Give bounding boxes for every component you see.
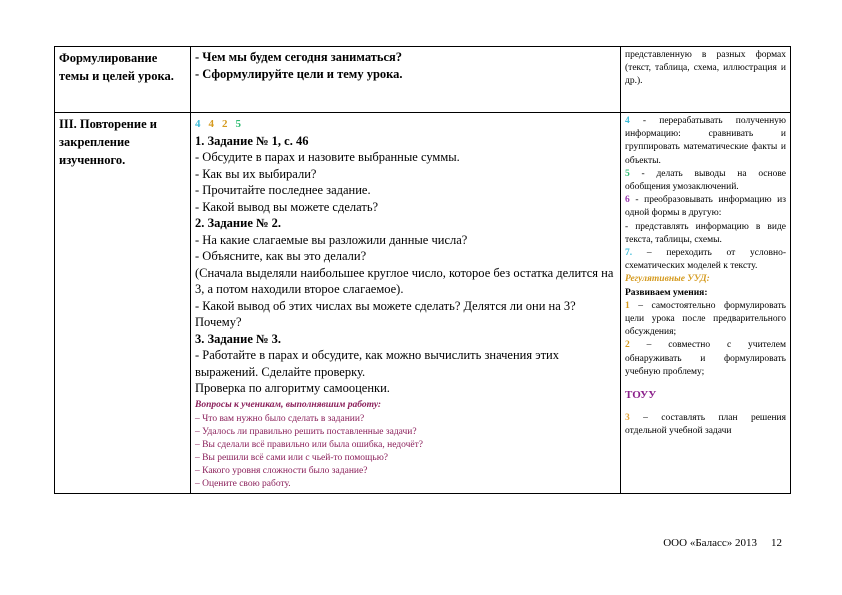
skill-item <box>625 115 786 168</box>
spacer <box>625 379 786 389</box>
task-title: 3. Задание № 3. <box>195 331 282 346</box>
skill-numbers <box>195 115 616 133</box>
spacer <box>625 402 786 412</box>
skill-item <box>625 247 786 273</box>
skill-number: 2 <box>222 118 228 130</box>
question-item: – Удалось ли правильно решить поставленные задачи? <box>195 427 417 437</box>
activity-cell <box>191 113 621 494</box>
skill-number: 2 <box>625 340 630 351</box>
skill-number: 7. <box>625 248 633 259</box>
lesson-table <box>54 46 791 494</box>
skill-number: 4 <box>208 118 214 130</box>
stage-label: Формулирование темы и целей урока. <box>59 51 174 83</box>
question-item: – Какого уровня сложности было задание? <box>195 466 368 476</box>
table-row <box>55 113 791 494</box>
stage-cell <box>55 47 191 113</box>
skill-item: - представлять информацию в виде текста, таблицы, схемы. <box>625 221 786 245</box>
skill-number: 1 <box>625 300 630 311</box>
question-item: – Что вам нужно было сделать в задании? <box>195 414 365 424</box>
task-line: - Как вы их выбирали? <box>195 166 317 181</box>
skill-number: 4 <box>195 118 201 130</box>
skill-number: 6 <box>625 195 630 206</box>
skill-item <box>625 300 786 340</box>
skill-item <box>625 412 786 438</box>
skill-text: – совместно с учителем обнаруживать и формулировать учебную проблему; <box>625 340 786 377</box>
regulative-title: Регулятивные УУД: <box>625 274 710 285</box>
skill-number: 5 <box>625 168 630 179</box>
task-line: - Какой вывод вы можете сделать? <box>195 199 379 214</box>
skill-text: - перерабатывать полученную информацию: сравнивать и группировать математические факты и объекты. <box>625 116 786 166</box>
stage-label: III. Повторение и закрепление изученного. <box>59 117 157 167</box>
skills-cell <box>621 47 791 113</box>
skill-item <box>625 194 786 220</box>
page-number: 12 <box>771 537 782 549</box>
skill-text: – переходить от условно-схематических моделей к тексту. <box>625 248 786 272</box>
task-title: 1. Задание № 1, с. 46 <box>195 133 309 148</box>
activity-line: - Сформулируйте цели и тему урока. <box>195 66 403 81</box>
task-line: - Какой вывод об этих числах вы можете сделать? Делятся ли они на 3? Почему? <box>195 298 576 329</box>
regulative-subtitle: Развиваем умения: <box>625 287 708 298</box>
table-row <box>55 47 791 113</box>
task-line: - Обсудите в парах и назовите выбранные суммы. <box>195 150 460 164</box>
question-item: – Вы решили всё сами или с чьей-то помощью? <box>195 453 389 463</box>
skills-cell <box>621 113 791 494</box>
skill-text: – составлять план решения отдельной учебной задачи <box>625 413 786 437</box>
page-footer <box>663 537 782 549</box>
skill-number: 5 <box>235 118 241 130</box>
toyu-title: ТОУУ <box>625 389 657 402</box>
footer-text: ООО «Баласс» 2013 <box>663 537 757 549</box>
skill-number: 3 <box>625 413 630 424</box>
question-item: – Вы сделали всё правильно или была ошибка, недочёт? <box>195 440 423 450</box>
skill-text: – самостоятельно формулировать цели урока после предварительного обсуждения; <box>625 300 786 338</box>
skill-text: - делать выводы на основе обобщения умозаключений. <box>625 168 786 193</box>
skills-text: представленную в разных формах (текст, таблица, схема, иллюстрация и др.). <box>625 50 786 87</box>
task-title: 2. Задание № 2. <box>195 216 282 230</box>
skill-item <box>625 339 786 379</box>
skill-text: - преобразовывать информацию из одной формы в другую: <box>625 195 786 219</box>
task-line: (Сначала выделяли наибольшее круглое число, которое без остатка делится на 3, а потом находили второе слагаемое). <box>195 265 614 296</box>
task-line: - Прочитайте последнее задание. <box>195 183 371 197</box>
task-line: - Объясните, как вы это делали? <box>195 249 367 263</box>
stage-cell <box>55 113 191 494</box>
questions-title: Вопросы к ученикам, выполнявшим работу: <box>195 399 382 410</box>
skill-item <box>625 168 786 194</box>
task-line: - На какие слагаемые вы разложили данные числа? <box>195 232 468 247</box>
activity-line: - Чем мы будем сегодня заниматься? <box>195 50 403 64</box>
question-item: – Оцените свою работу. <box>195 479 291 489</box>
task-line: Проверка по алгоритму самооценки. <box>195 381 390 395</box>
task-line: - Работайте в парах и обсудите, как можно вычислить значения этих выражений. Сделайте проверку. <box>195 348 559 379</box>
activity-cell <box>191 47 621 113</box>
skill-number: 4 <box>625 116 630 126</box>
